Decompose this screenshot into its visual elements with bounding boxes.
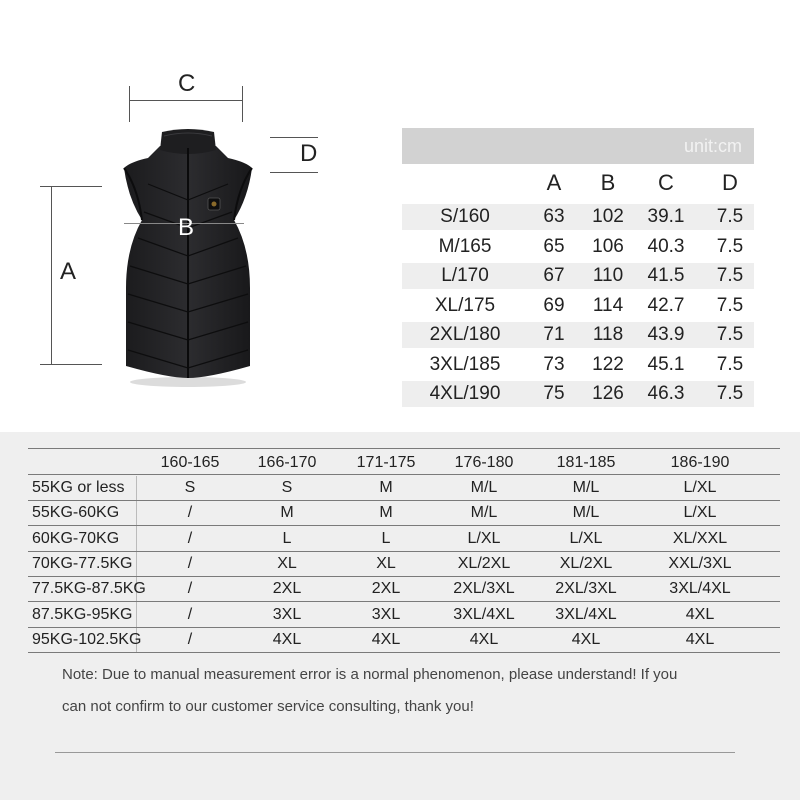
- size-chart-row: [402, 322, 754, 348]
- dimension-a-line: [51, 186, 52, 364]
- size-chart-cell-b: 114: [592, 294, 624, 316]
- footer-divider: [55, 752, 735, 753]
- rec-size-cell: 2XL/3XL: [453, 580, 515, 598]
- size-chart-cell-c: 42.7: [647, 294, 685, 316]
- rec-size-cell: M/L: [572, 479, 600, 496]
- rec-size-cell: 4XL: [685, 630, 715, 648]
- dimension-a-tick-top: [40, 186, 102, 187]
- note-line-1: Note: Due to manual measurement error is a normal phenomenon, please understand! If you: [62, 666, 678, 683]
- rec-size-cell: M: [280, 504, 294, 522]
- dimension-d-bottom-line: [270, 172, 318, 173]
- rec-size-cell: L/XL: [467, 529, 501, 547]
- rec-size-cell: XL: [376, 554, 396, 572]
- rec-table-top-line: [28, 448, 780, 449]
- rec-size-cell: 3XL/4XL: [669, 580, 731, 598]
- rec-size-cell: /: [187, 580, 193, 598]
- rec-row-divider: [28, 652, 780, 653]
- size-header-a: A: [546, 170, 562, 195]
- size-header-b: B: [600, 170, 616, 195]
- size-chart-cell-c: 41.5: [647, 265, 685, 286]
- size-chart-cell-c: 45.1: [647, 353, 685, 375]
- rec-size-cell: XXL/3XL: [668, 554, 732, 572]
- dimension-c-label: C: [178, 70, 196, 97]
- rec-size-cell: M: [379, 504, 393, 522]
- rec-weight-label: 60KG-70KG: [32, 529, 120, 547]
- rec-size-cell: L/XL: [569, 529, 603, 547]
- rec-size-cell: XL/2XL: [559, 554, 613, 572]
- dimension-c-line: [130, 100, 242, 101]
- rec-height-header: 181-185: [556, 454, 616, 471]
- size-chart-row: [402, 293, 754, 319]
- size-chart-cell-c: 43.9: [647, 324, 685, 345]
- size-chart-cell-b: 102: [592, 206, 624, 227]
- rec-height-header: 176-180: [454, 454, 514, 471]
- size-chart-cell-d: 7.5: [716, 383, 744, 404]
- rec-size-cell: M: [379, 479, 393, 496]
- rec-weight-label: 55KG or less: [32, 479, 125, 496]
- rec-size-cell: S: [184, 479, 196, 496]
- rec-size-cell: 3XL: [272, 605, 302, 623]
- rec-size-cell: /: [187, 504, 193, 522]
- size-chart-cell-size: M/165: [438, 235, 492, 257]
- size-header-c: C: [658, 170, 674, 195]
- rec-height-header: 186-190: [670, 454, 730, 471]
- size-chart-cell-size: 4XL/190: [429, 383, 501, 404]
- rec-size-cell: M/L: [470, 504, 498, 522]
- vest-image: [108, 128, 268, 388]
- size-chart-cell-a: 65: [543, 235, 565, 257]
- size-chart-cell-size: 3XL/185: [429, 353, 501, 375]
- size-chart-row: [402, 234, 754, 260]
- size-chart-cell-c: 40.3: [647, 235, 685, 257]
- rec-size-cell: 2XL/3XL: [555, 580, 617, 598]
- size-chart-cell-a: 69: [543, 294, 565, 316]
- size-chart-cell-a: 75: [543, 383, 565, 404]
- size-chart-row: [402, 204, 754, 230]
- rec-weight-label: 55KG-60KG: [32, 504, 120, 522]
- size-chart-cell-c: 39.1: [647, 206, 685, 227]
- size-chart-cell-b: 122: [592, 353, 624, 375]
- size-chart-cell-d: 7.5: [716, 206, 744, 227]
- rec-weight-label: 70KG-77.5KG: [32, 554, 133, 572]
- rec-size-cell: /: [187, 605, 193, 623]
- rec-size-cell: 3XL/4XL: [453, 605, 515, 623]
- rec-size-cell: /: [187, 529, 193, 547]
- dimension-a-label: A: [60, 258, 77, 285]
- rec-size-cell: L: [381, 529, 391, 547]
- rec-size-cell: 3XL/4XL: [555, 605, 617, 623]
- size-header-d: D: [722, 170, 738, 195]
- size-chart-cell-b: 110: [592, 265, 624, 286]
- rec-weight-label: 87.5KG-95KG: [32, 605, 133, 623]
- rec-size-cell: L/XL: [683, 479, 717, 496]
- size-chart-cell-b: 106: [592, 235, 624, 257]
- note-line-2: can not confirm to our customer service consulting, thank you!: [62, 698, 474, 715]
- size-chart-cell-size: L/170: [441, 265, 489, 286]
- rec-size-cell: M/L: [470, 479, 498, 496]
- dimension-c-tick-left: [129, 86, 130, 122]
- size-chart-cell-a: 73: [543, 353, 565, 375]
- rec-size-cell: 2XL: [272, 580, 302, 598]
- size-chart-cell-b: 126: [592, 383, 624, 404]
- rec-size-cell: 4XL: [371, 630, 401, 648]
- rec-size-cell: S: [281, 479, 293, 496]
- size-chart-cell-a: 71: [543, 324, 565, 345]
- size-chart-cell-d: 7.5: [716, 353, 744, 375]
- rec-size-cell: XL/XXL: [672, 529, 728, 547]
- rec-size-cell: 4XL: [571, 630, 601, 648]
- size-chart-cell-d: 7.5: [716, 235, 744, 257]
- rec-weight-label: 95KG-102.5KG: [32, 630, 142, 648]
- size-chart-cell-d: 7.5: [716, 324, 744, 345]
- dimension-c-tick-right: [242, 86, 243, 122]
- rec-weight-label: 77.5KG-87.5KG: [32, 580, 146, 598]
- unit-label: unit:cm: [683, 136, 742, 156]
- rec-size-cell: M/L: [572, 504, 600, 522]
- rec-height-header: 171-175: [356, 454, 416, 471]
- rec-size-cell: /: [187, 554, 193, 572]
- size-chart-cell-size: 2XL/180: [429, 324, 501, 345]
- size-chart-cell-d: 7.5: [716, 265, 744, 286]
- rec-size-cell: /: [187, 630, 193, 648]
- dimension-b-label: B: [178, 214, 195, 241]
- rec-size-cell: L: [282, 529, 292, 547]
- rec-size-cell: XL/2XL: [457, 554, 511, 572]
- rec-size-cell: 4XL: [272, 630, 302, 648]
- rec-size-cell: 2XL: [371, 580, 401, 598]
- rec-size-cell: 4XL: [469, 630, 499, 648]
- size-chart-cell-c: 46.3: [647, 383, 685, 404]
- size-chart-cell-d: 7.5: [716, 294, 744, 316]
- dimension-a-tick-bottom: [40, 364, 102, 365]
- rec-size-cell: L/XL: [683, 504, 717, 522]
- rec-height-header: 166-170: [257, 454, 317, 471]
- rec-size-cell: XL: [277, 554, 297, 572]
- rec-size-cell: 3XL: [371, 605, 401, 623]
- dimension-d-label: D: [300, 140, 318, 167]
- size-chart-row: [402, 263, 754, 289]
- size-chart-cell-a: 63: [543, 206, 565, 227]
- rec-size-cell: 4XL: [685, 605, 715, 623]
- size-chart-row: [402, 352, 754, 378]
- size-chart-cell-size: S/160: [440, 206, 490, 227]
- size-chart-row: [402, 381, 754, 407]
- unit-bar: [402, 128, 754, 164]
- dimension-d-top-line: [270, 137, 318, 138]
- size-chart-cell-size: XL/175: [434, 294, 496, 316]
- size-chart-cell-b: 118: [592, 324, 624, 345]
- rec-height-header: 160-165: [160, 454, 220, 471]
- size-chart-cell-a: 67: [543, 265, 565, 286]
